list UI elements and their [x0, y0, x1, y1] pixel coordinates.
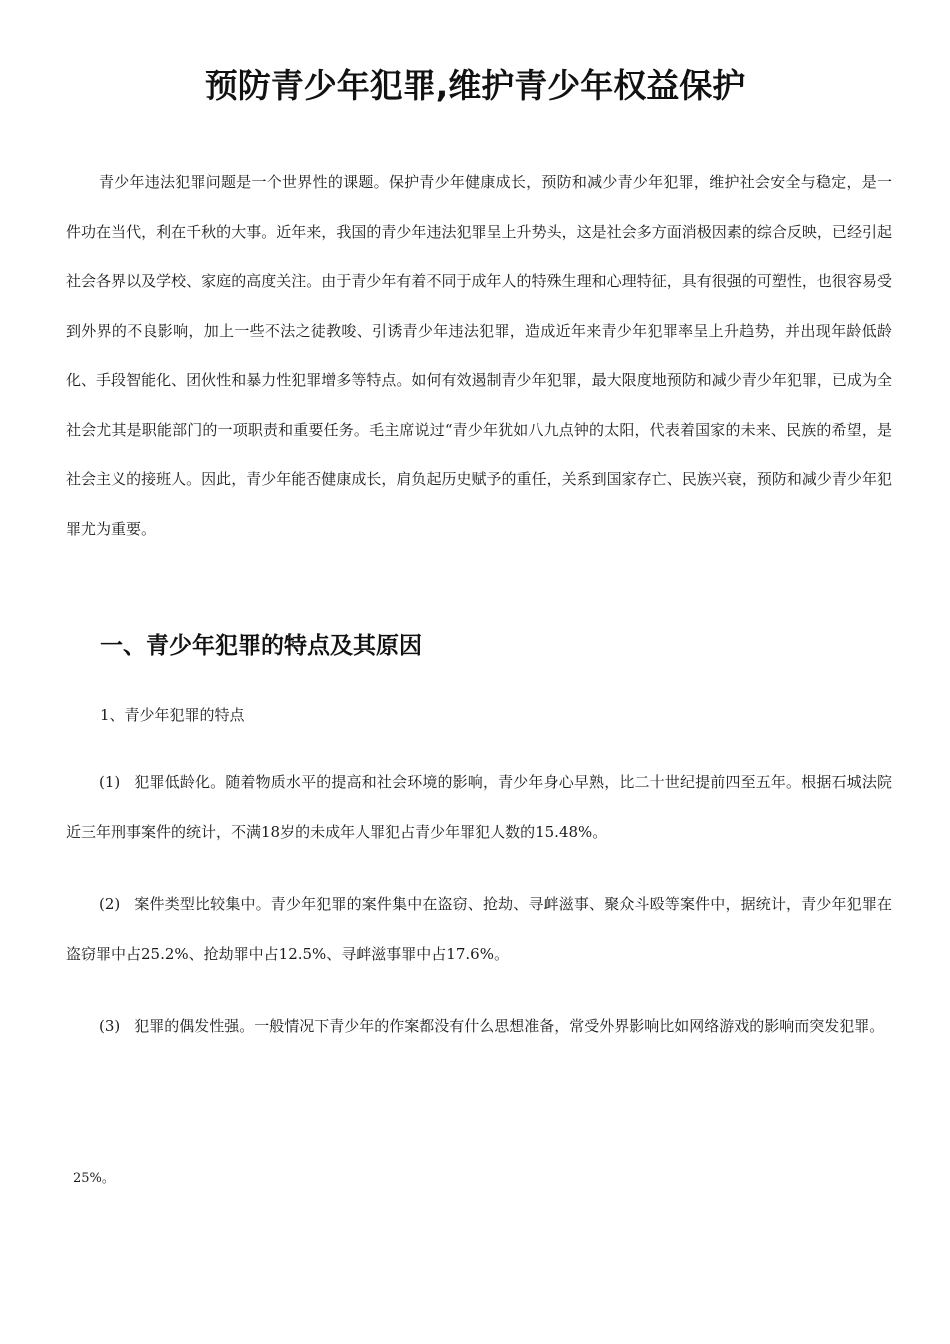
- list-item-text: 犯罪的偶发性强。一般情况下青少年的作案都没有什么思想准备，常受外界影响比如网络游戏的影响而突发犯罪。: [134, 1017, 885, 1035]
- list-item-number: (3): [99, 1017, 121, 1035]
- sub-heading: 1、青少年犯罪的特点: [100, 706, 245, 724]
- document-title: 预防青少年犯罪,维护青少年权益保护: [204, 66, 746, 105]
- stray-text-fragment: 25%。: [73, 1171, 115, 1186]
- list-item-number: (1): [99, 773, 121, 791]
- list-item: [66, 1002, 892, 1052]
- list-item-text: 案件类型比较集中。青少年犯罪的案件集中在盗窃、抢劫、寻衅滋事、聚众斗殴等案件中，据统计，青少年犯罪在盗窃罪中占25.2%、抢劫罪中占12.5%、寻衅滋事罪中占17.6%。: [66, 895, 892, 963]
- list-item-text: 犯罪低龄化。随着物质水平的提高和社会环境的影响，青少年身心早熟，比二十世纪提前四至五年。根据石城法院近三年刑事案件的统计，不满18岁的未成年人罪犯占青少年罪犯人数的15.48%。: [66, 773, 892, 841]
- section-heading: 一、青少年犯罪的特点及其原因: [100, 633, 422, 659]
- list-item: [66, 758, 892, 857]
- list-item: [66, 880, 892, 979]
- list-item-number: (2): [99, 895, 121, 913]
- intro-paragraph: 青少年违法犯罪问题是一个世界性的课题。保护青少年健康成长，预防和减少青少年犯罪，维护社会安全与稳定，是一件功在当代，利在千秋的大事。近年来，我国的青少年违法犯罪呈上升势头，这是社会多方面消极因素的综合反映，已经引起社会各界以及学校、家庭的高度关注。由于青少年有着不同于成年人的特殊生理和心理特征，具有很强的可塑性，也很容易受到外界的不良影响，加上一些不法之徒教唆、引诱青少年违法犯罪，造成近年来青少年犯罪率呈上升趋势，并出现年龄低龄化、手段智能化、团伙性和暴力性犯罪增多等特点。如何有效遏制青少年犯罪，最大限度地预防和减少青少年犯罪，已成为全社会尤其是职能部门的一项职责和重要任务。毛主席说过“青少年犹如八九点钟的太阳，代表着国家的未来、民族的希望，是社会主义的接班人。因此，青少年能否健康成长，肩负起历史赋予的重任，关系到国家存亡、民族兴衰，预防和减少青少年犯罪尤为重要。: [66, 173, 892, 538]
